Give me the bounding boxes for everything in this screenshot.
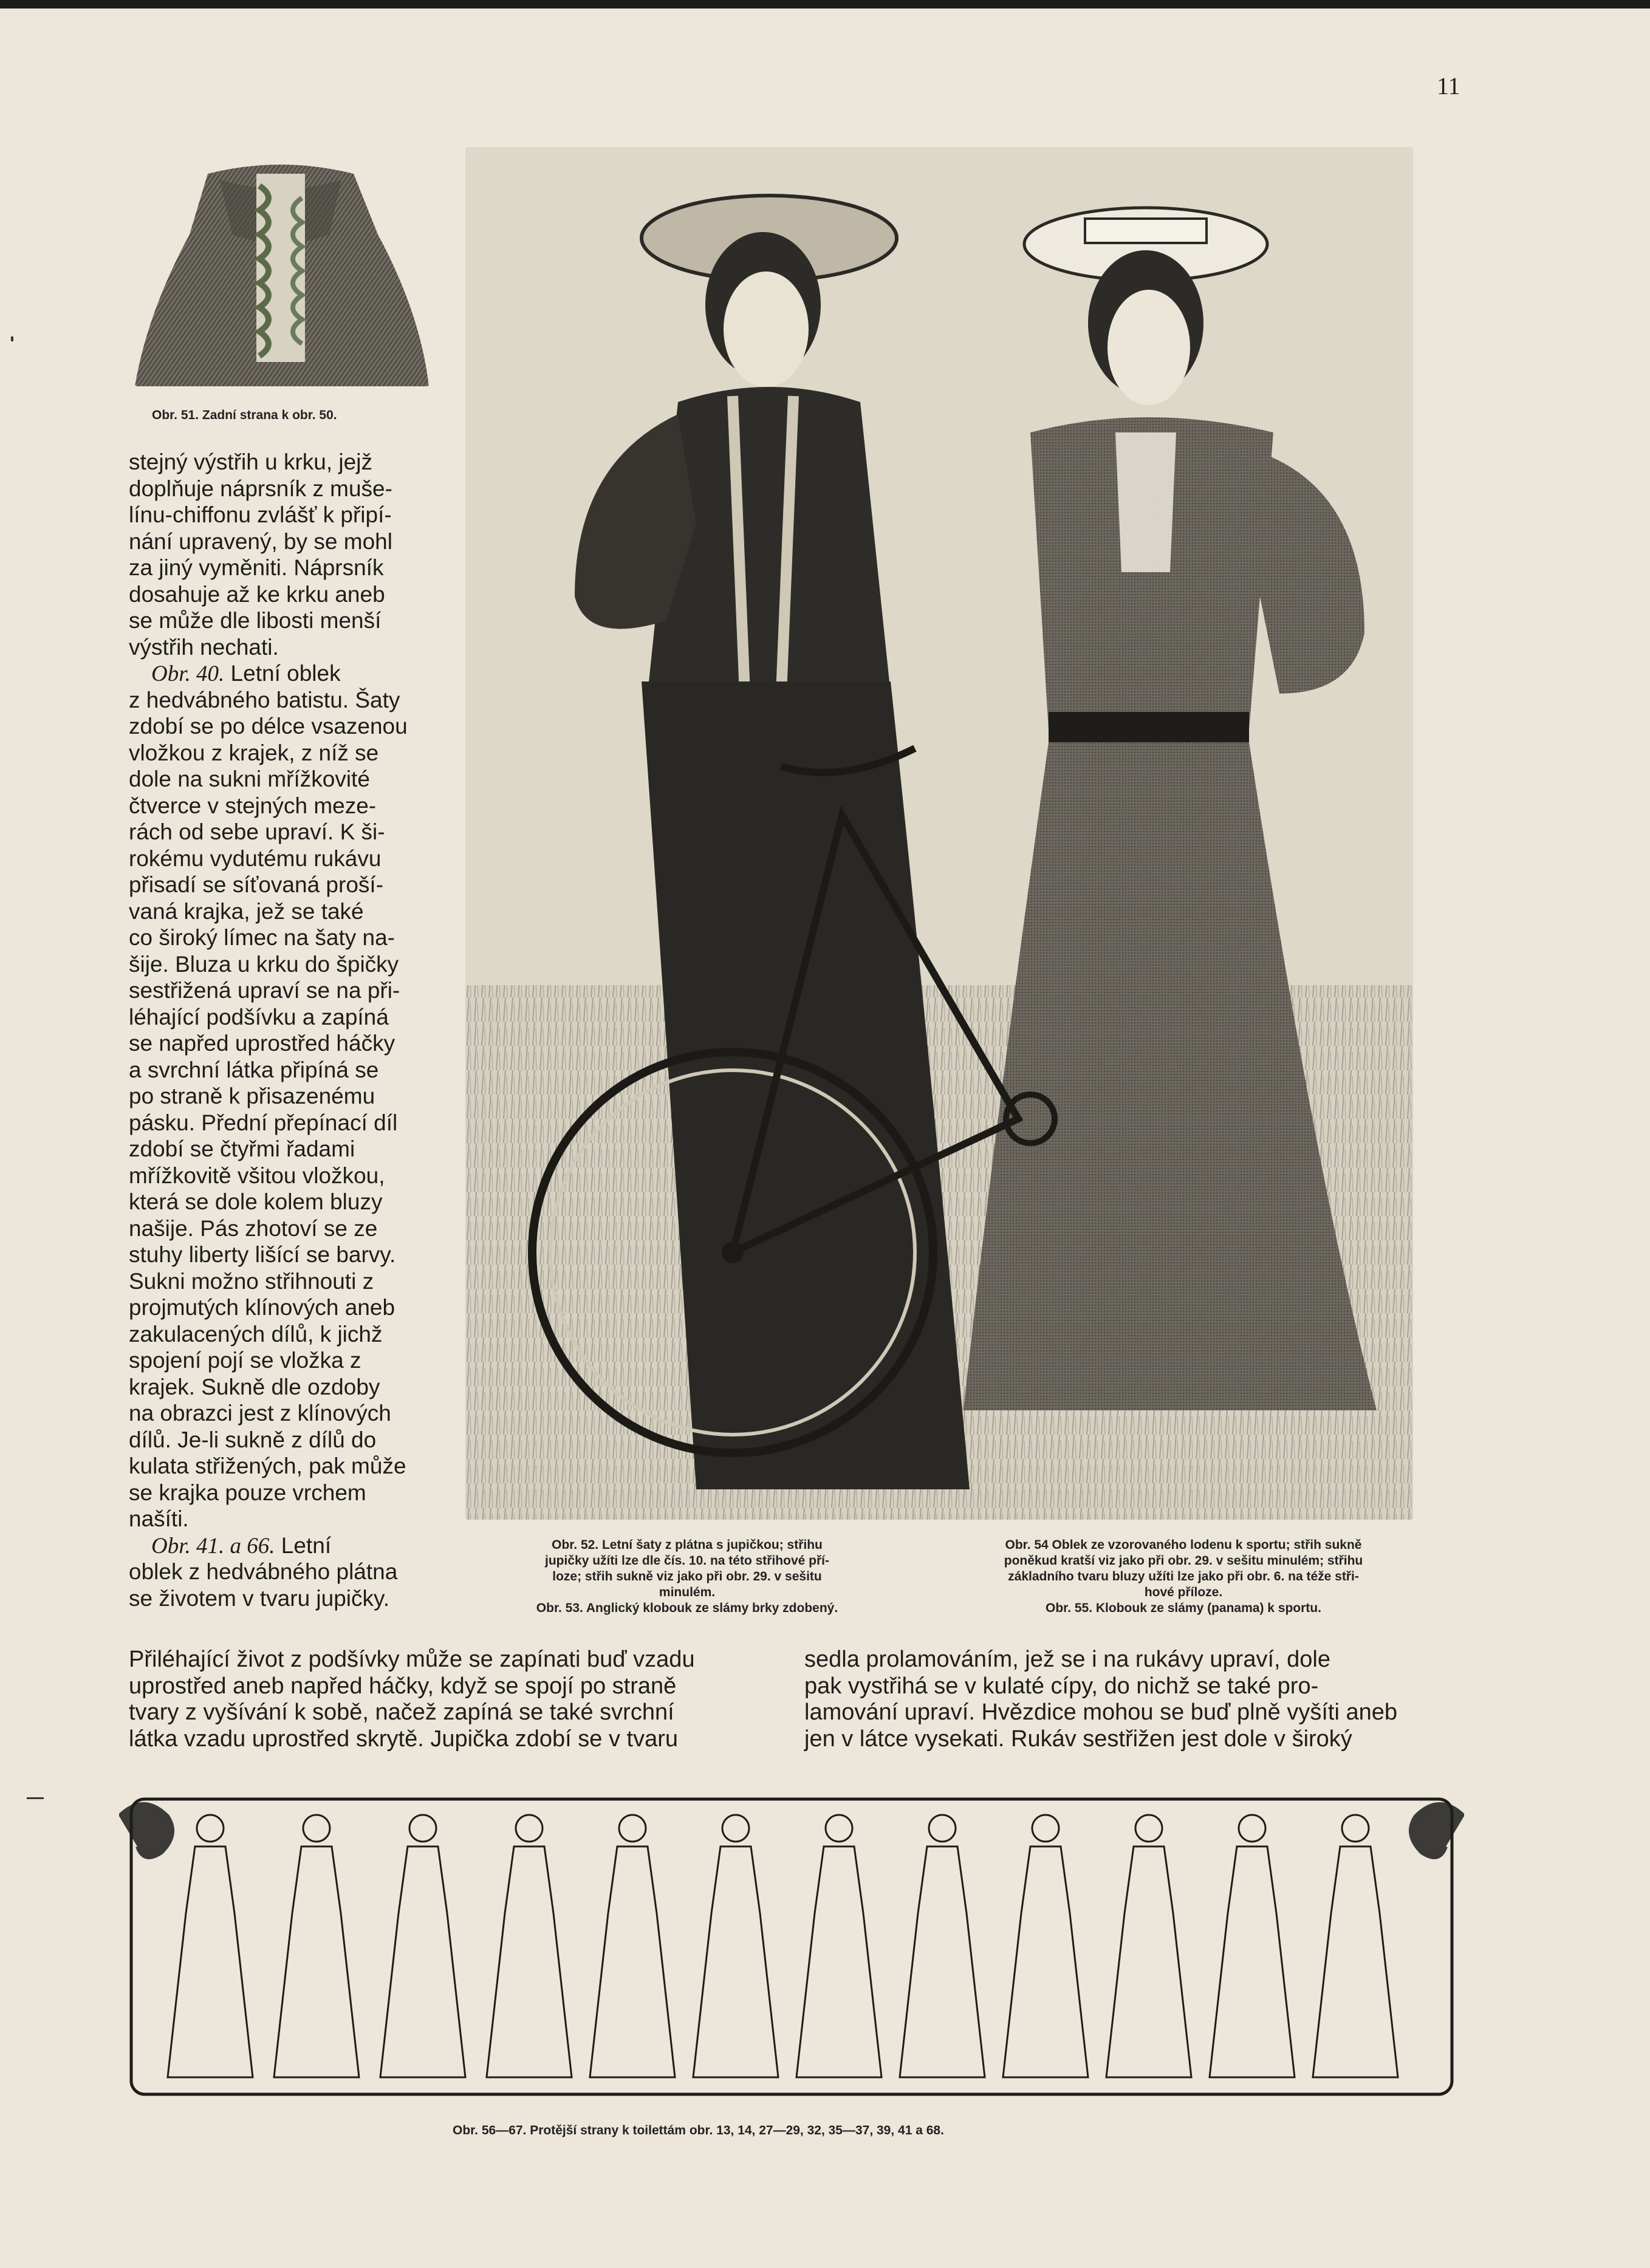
- caption-line: Obr. 53. Anglický klobouk ze slámy brky zdobený.: [536, 1601, 838, 1615]
- text-line: nání upravený, by se mohl: [129, 528, 392, 554]
- text-line: Přiléhající život z podšívky může se zapínati buď vzadu: [129, 1647, 695, 1672]
- magazine-page: [0, 9, 1650, 2268]
- caption-line: základního tvaru bluzy užíti lze jako při obr. 6. na téže stři-: [1008, 1569, 1359, 1583]
- text-line: šije. Bluza u krku do špičky: [129, 951, 399, 977]
- text-line: dole na sukni mřížkovité: [129, 767, 370, 791]
- bottom-left-text: [129, 1647, 695, 1752]
- bottom-right-text: [804, 1647, 1397, 1752]
- margin-mark: [11, 336, 13, 341]
- text-line: vaná krajka, jež se také: [129, 898, 364, 924]
- text-line: co široký límec na šaty na-: [129, 925, 395, 950]
- text-line: stejný výstřih u krku, jejž: [129, 449, 372, 474]
- fig56-67-caption: Obr. 56—67. Protější strany k toilettám obr. 13, 14, 27—29, 32, 35—37, 39, 41 a 68.: [453, 2123, 944, 2137]
- text-line: zdobí se čtyřmi řadami: [129, 1136, 355, 1161]
- text-line: sestřižená upraví se na při-: [129, 978, 400, 1003]
- text-line: línu-chiffonu zvlášť k připí-: [129, 502, 392, 527]
- caption-line: minulém.: [659, 1585, 716, 1599]
- text-line: [129, 660, 408, 687]
- text-line: dosahuje až ke krku aneb: [129, 581, 385, 607]
- fig52-55-illustration: [465, 147, 1413, 1520]
- text-line: mřížkovitě všitou vložkou,: [129, 1163, 385, 1188]
- fig51-caption: Obr. 51. Zadní strana k obr. 50.: [152, 408, 337, 422]
- text-line: spojení pojí se vložka z: [129, 1348, 361, 1373]
- caption-line: poněkud kratší viz jako při obr. 29. v sešitu minulém; střihu: [1004, 1554, 1363, 1568]
- text-line: na obrazci jest z klínových: [129, 1401, 391, 1426]
- text-line: doplňuje náprsník z muše-: [129, 476, 392, 501]
- text-line: sedla prolamováním, jež se i na rukávy upraví, dole: [804, 1647, 1330, 1672]
- figure-reference: Obr. 40.: [129, 661, 225, 686]
- fig51-illustration: [135, 162, 429, 386]
- text-line: [129, 1532, 408, 1559]
- text-line: našíti.: [129, 1506, 189, 1531]
- text-line: se napřed uprostřed háčky: [129, 1031, 395, 1056]
- text-line: projmutých klínových aneb: [129, 1295, 395, 1320]
- margin-dash: [27, 1797, 44, 1799]
- two-women-bicycle-icon: [465, 147, 1413, 1520]
- text-line: stuhy liberty lišící se barvy.: [129, 1242, 396, 1267]
- cape-back-icon: [135, 162, 429, 386]
- caption-line: Obr. 54 Oblek ze vzorovaného lodenu k sportu; střih sukně: [1005, 1538, 1362, 1552]
- text-line: rách od sebe upraví. K ši-: [129, 819, 385, 844]
- text-line: léhající podšívku a zapíná: [129, 1004, 389, 1030]
- left-column-text: [129, 449, 408, 1611]
- page-number: 11: [1437, 72, 1460, 100]
- text-line: kulata střižených, pak může: [129, 1453, 406, 1478]
- text-run: Letní: [275, 1532, 332, 1558]
- figure-reference: Obr. 41. a 66.: [129, 1533, 275, 1559]
- text-line: přisadí se síťovaná proší-: [129, 872, 384, 897]
- text-line: látka vzadu uprostřed skrytě. Jupička zdobí se v tvaru: [129, 1726, 678, 1752]
- text-line: krajek. Sukně dle ozdoby: [129, 1374, 380, 1399]
- text-line: se krajka pouze vrchem: [129, 1480, 366, 1505]
- text-line: a svrchní látka připíná se: [129, 1057, 379, 1082]
- text-line: zdobí se po délce vsazenou: [129, 714, 408, 739]
- text-line: výstřih nechati.: [129, 634, 279, 660]
- text-line: dílů. Je-li sukně z dílů do: [129, 1427, 377, 1452]
- text-line: oblek z hedvábného plátna: [129, 1559, 398, 1584]
- caption-line: loze; střih sukně viz jako při obr. 29. v sešitu: [552, 1569, 822, 1583]
- text-line: vložkou z krajek, z níž se: [129, 740, 379, 765]
- text-line: pak vystřihá se v kulaté cípy, do nichž se také pro-: [804, 1673, 1319, 1699]
- caption-line: Obr. 52. Letní šaty z plátna s jupičkou; střihu: [552, 1538, 823, 1552]
- caption-line: hové příloze.: [1144, 1585, 1223, 1599]
- dress-back-views-icon: [119, 1792, 1464, 2102]
- text-line: zakulacených dílů, k jichž: [129, 1321, 383, 1347]
- text-line: jen v látce vysekati. Rukáv sestřižen jest dole v široký: [804, 1726, 1352, 1752]
- text-line: rokému vydutému rukávu: [129, 845, 382, 871]
- text-run: Letní oblek: [224, 661, 341, 686]
- text-line: po straně k přisazenému: [129, 1084, 375, 1108]
- caption-line: Obr. 55. Klobouk ze slámy (panama) k sportu.: [1046, 1601, 1321, 1615]
- text-line: čtverce v stejných meze-: [129, 793, 377, 818]
- caption-line: jupičky užíti lze dle čís. 10. na této střihové pří-: [545, 1554, 829, 1568]
- fig56-67-illustration: [119, 1792, 1464, 2102]
- text-line: za jiný vyměniti. Náprsník: [129, 555, 384, 580]
- text-line: pásku. Přední přepínací díl: [129, 1110, 398, 1135]
- text-line: našije. Pás zhotoví se ze: [129, 1215, 378, 1241]
- text-line: se životem v tvaru jupičky.: [129, 1585, 390, 1611]
- fig52-53-caption: [484, 1537, 890, 1616]
- text-line: uprostřed aneb napřed háčky, když se spojí po straně: [129, 1673, 677, 1699]
- text-line: která se dole kolem bluzy: [129, 1189, 383, 1214]
- fig54-55-caption: [937, 1537, 1429, 1616]
- text-line: Sukni možno střihnouti z: [129, 1268, 374, 1294]
- text-line: lamování upraví. Hvězdice mohou se buď plně vyšíti aneb: [804, 1699, 1397, 1725]
- text-line: tvary z vyšívání k sobě, načež zapíná se také svrchní: [129, 1699, 674, 1725]
- text-line: se může dle libosti menší: [129, 608, 382, 633]
- text-line: z hedvábného batistu. Šaty: [129, 687, 400, 712]
